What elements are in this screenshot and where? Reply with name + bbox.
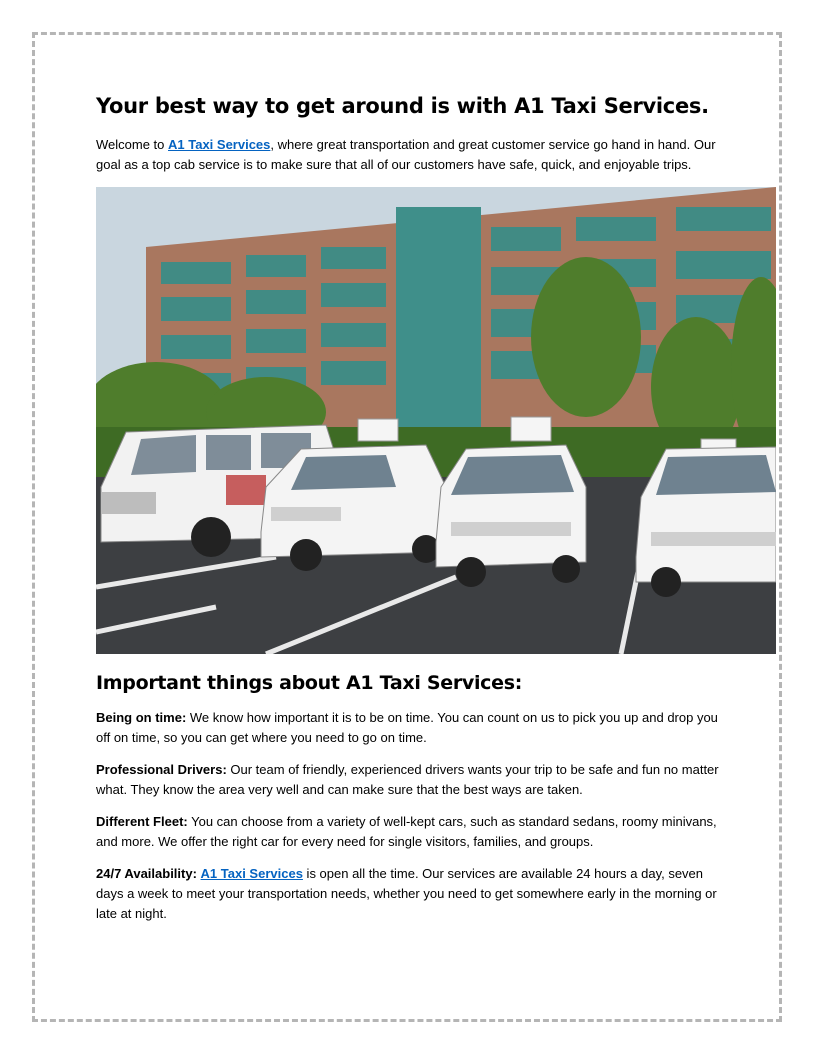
availability-text: is open all the time. Our services are available 24 hours a day, seven days a week to meet your transportation needs, whether you need to get somewhere early in the morning or late at night. bbox=[96, 866, 717, 921]
a1-taxi-link[interactable]: A1 Taxi Services bbox=[200, 866, 303, 881]
feature-label: Different Fleet: bbox=[96, 814, 188, 829]
a1-taxi-link[interactable]: A1 Taxi Services bbox=[168, 137, 271, 152]
feature-item bbox=[96, 812, 726, 852]
section-title: Important things about A1 Taxi Services: bbox=[96, 672, 523, 694]
feature-item bbox=[96, 708, 726, 748]
availability-item bbox=[96, 864, 726, 924]
intro-suffix: , where great transportation and great customer service go hand in hand. Our goal as a top cab service is to make sure that all of our customers have safe, quick, and enjoyable trips. bbox=[96, 137, 716, 172]
taxi-fleet-photo bbox=[96, 187, 776, 654]
page-title: Your best way to get around is with A1 Taxi Services. bbox=[96, 94, 709, 118]
feature-text: You can choose from a variety of well-kept cars, such as standard sedans, roomy minivans, and more. We offer the right car for every need for single visitors, families, and groups. bbox=[96, 814, 717, 849]
availability-label: 24/7 Availability: bbox=[96, 866, 197, 881]
feature-item bbox=[96, 760, 726, 800]
document-content bbox=[96, 94, 776, 936]
feature-label: Professional Drivers: bbox=[96, 762, 227, 777]
intro-paragraph bbox=[96, 135, 726, 175]
feature-label: Being on time: bbox=[96, 710, 187, 725]
feature-text: We know how important it is to be on time. You can count on us to pick you up and drop you off on time, so you can get where you need to go on time. bbox=[96, 710, 718, 745]
feature-text: Our team of friendly, experienced drivers wants your trip to be safe and fun no matter what. They know the area very well and can make sure that the best ways are taken. bbox=[96, 762, 719, 797]
intro-prefix: Welcome to bbox=[96, 137, 169, 152]
